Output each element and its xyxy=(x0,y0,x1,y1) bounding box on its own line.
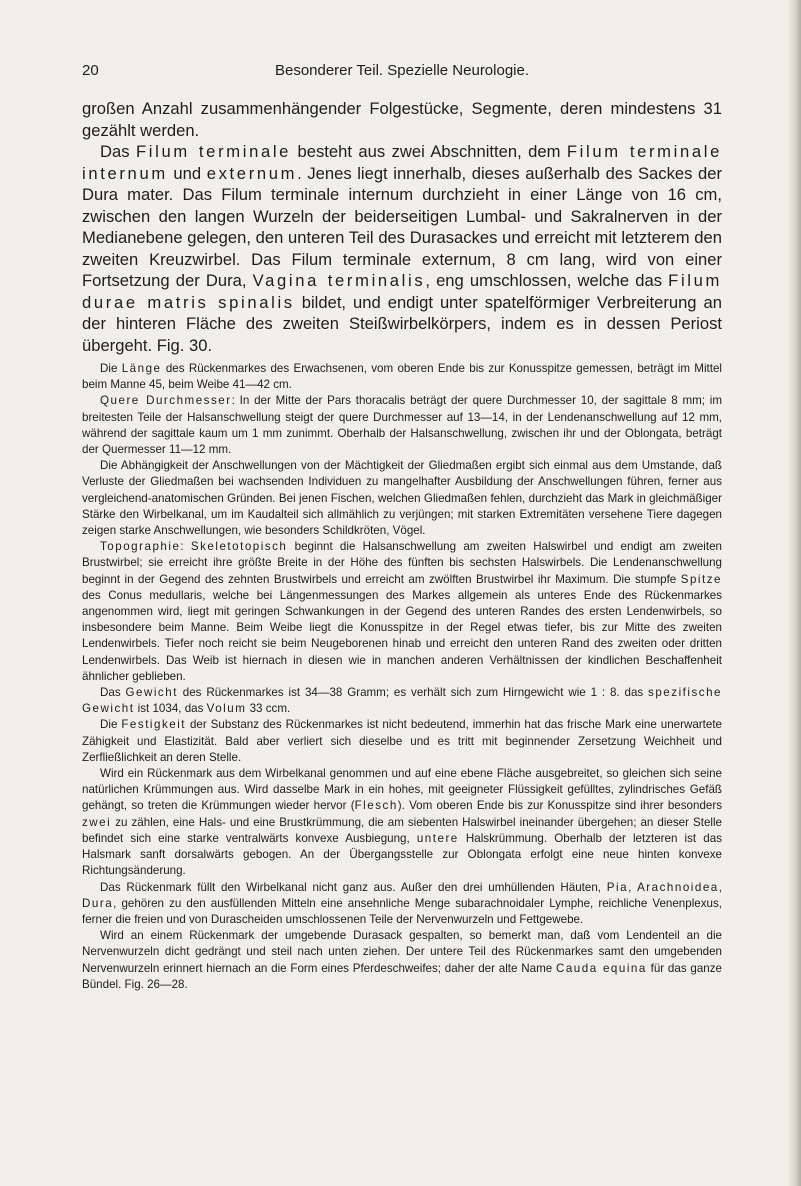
spaced-term: Filum terminale internum xyxy=(82,142,722,183)
spaced-term: Länge xyxy=(121,362,162,375)
text: und xyxy=(167,163,207,183)
text: Das Rückenmark füllt den Wirbelkanal nicht ganz aus. Außer den drei umhüllenden Häuten, xyxy=(100,880,607,894)
spaced-term: Filum terminale xyxy=(135,142,292,161)
text: : xyxy=(180,540,191,554)
paragraph xyxy=(82,539,722,685)
text: , xyxy=(628,880,638,894)
text: bildet, und endigt unter spatelförmiger Verbreiterung an der hinteren Fläche des zweiten Steißwirbelkörpers, indem es in dessen Periost übergeht. Fig. 30. xyxy=(82,292,723,355)
text: , gehören zu den ausfüllenden Mitteln eine ansehnliche Menge subarachnoidaler Lymphe, reichliche Venenplexus, ferner die freien und von Durascheiden umschlossenen Teile der Nervenwurzeln und Fettgewebe. xyxy=(82,896,722,926)
text: Die xyxy=(100,718,122,732)
spaced-term: Festigkeit xyxy=(121,718,187,732)
text: des Conus medullaris, welche bei Längenmessungen des Markes allgemein als unteres Ende des Rückenmarkes angenommen wird, liegt mit geringen Schwankungen in der Gegend des unteren Randes des ersten Lendenwirbels, so insbesondere beim Manne. Beim Weibe liegt die Konusspitze in der Regel etwas tiefer, bis zur Mitte des zweiten Lendenwirbels. Tiefer noch reicht sie beim Neugeborenen hinab und erreicht den unteren Rand des zweiten oder dritten Lendenwirbels. Das Weib ist hiernach in diesen wie in manchen anderen Verhältnissen der kindlichen Beschaffenheit ähnlicher geblieben. xyxy=(82,588,722,683)
text: zu zählen, eine Hals- und eine Brustkrümmung, die am siebenten Halswirbel ineinander übergehen; an dieser Stelle befindet sich eine starke ventralwärts konvexe Ausbiegung, xyxy=(82,815,722,845)
spaced-term: Quere Durchmesser xyxy=(100,394,232,408)
text: des Rückenmarkes des Erwachsenen, vom oberen Ende bis zur Konusspitze gemessen, beträgt im Mittel beim Manne 45, beim Weibe 41—42 cm. xyxy=(82,362,722,392)
text: des Rückenmarkes ist 34—38 Gramm; es verhält sich zum Hirngewicht wie 1 : 8. das xyxy=(177,686,649,700)
paragraph xyxy=(82,361,722,393)
paragraph xyxy=(82,928,722,993)
page-header xyxy=(82,62,722,84)
spaced-term: Filum durae matris spinalis xyxy=(82,271,722,312)
text: ). Vom oberen Ende bis zur Konusspitze sind ihrer besonders xyxy=(397,799,722,813)
text: Das xyxy=(100,142,136,161)
spaced-term: untere xyxy=(416,831,459,845)
page-number: 20 xyxy=(82,62,99,79)
paragraph xyxy=(82,98,722,141)
paragraph xyxy=(82,766,722,879)
spaced-term: Arachnoidea xyxy=(637,880,719,894)
text: großen Anzahl zusammenhängender Folgestücke, Segmente, deren mindestens 31 gezählt werden. xyxy=(82,99,722,140)
spaced-term: Pia xyxy=(606,880,629,894)
spaced-term: Topographie xyxy=(100,540,181,554)
text: Wird ein Rückenmark aus dem Wirbelkanal genommen und auf eine ebene Fläche ausgebreitet, so gleichen sich seine natürlichen Krümmungen aus. Wird dasselbe Mark in ein hohes, mit geeigneter Flüssigkeit gefülltes, zylindrisches Gefäß gehängt, so treten die Krümmungen wieder hervor ( xyxy=(82,767,722,813)
text: der Substanz des Rückenmarkes ist nicht bedeutend, immerhin hat das frische Mark eine unerwartete Zähigkeit und Elastizität. Bald aber verliert sich dieselbe und es tritt mit beginnender Zersetzung Weichheit und Zerfließlichkeit an deren Stelle. xyxy=(82,718,722,764)
small-print-section xyxy=(82,361,722,993)
text: , xyxy=(718,880,722,894)
text: Halskrümmung. Oberhalb der letzteren ist das Halsmark sanft dorsalwärts gebogen. An der Übergangsstelle zur Oblongata erfolgt eine neue hinten konvexe Richtungsänderung. xyxy=(82,831,722,878)
spaced-term: Spitze xyxy=(680,572,722,586)
text: : In der Mitte der Pars thoracalis beträgt der quere Durchmesser 10, der sagittale 8 mm; im breitesten Teile der Halsanschwellung steigt der quere Durchmesser auf 13—14, in der Lendenanschwellung auf 12 mm, während der sagittale kaum um 1 mm zunimmt. Oberhalb der Halsanschwellung, zwischen ihr und der Oblongata, beträgt der Quermesser 11—12 mm. xyxy=(82,394,723,457)
large-print-section xyxy=(82,98,722,356)
text: Die Abhängigkeit der Anschwellungen von der Mächtigkeit der Gliedmaßen ergibt sich einmal aus dem Umstande, daß Verluste der Gliedmaßen bei wachsenden Individuen zu mangelhafter Ausbildung der Anschwellungen führen, ferner aus vergleichend-anatomischen Gründen. Bei jenen Fischen, welchen Gliedmaßen fehlen, durchzieht das Mark in gleichmäßiger Stärke den Wirbelkanal, um im Kaudalteil sich allmählich zu verjüngen; mit starken Extremitäten versehene Tiere dagegen zeigen starke Anschwellungen, wie besonders Schildkröten, Vögel. xyxy=(82,459,722,538)
paragraph xyxy=(82,458,722,539)
text: Das xyxy=(100,686,126,700)
paragraph xyxy=(82,717,722,766)
spaced-term: Gewicht xyxy=(125,686,178,700)
running-title: Besonderer Teil. Spezielle Neurologie. xyxy=(274,62,530,79)
text: für das ganze Bündel. Fig. 26—28. xyxy=(82,961,722,991)
paragraph xyxy=(82,141,722,356)
spaced-term: Skeletotopisch xyxy=(190,540,288,554)
text: beginnt die Halsanschwellung am zweiten Halswirbel und endigt am zweiten Brustwirbel; sie erreicht ihre größte Breite in der Höhe des fünften bis sechsten Halswirbels. Die Lendenanschwellung beginnt in der Gegend des zehnten Brustwirbels und erreicht am zwölften Brustwirbel ihr Maximum. Die stumpfe xyxy=(82,540,722,586)
paragraph xyxy=(82,880,722,929)
spaced-term: zwei xyxy=(82,815,112,829)
text: 33 ccm. xyxy=(246,702,291,716)
spaced-term: Cauda equina xyxy=(555,961,647,975)
page-body xyxy=(82,98,722,993)
text: ist 1034, das xyxy=(134,702,207,716)
spaced-term: spezifische Gewicht xyxy=(82,686,722,716)
spaced-term: Dura xyxy=(82,896,114,910)
text: , eng umschlossen, welche das xyxy=(425,271,669,290)
spaced-term: externum xyxy=(206,163,298,183)
text: Wird an einem Rückenmark der umgebende Durasack gespalten, so bemerkt man, daß vom Lendenteil an die Nervenwurzeln dicht gedrängt und steil nach unten ziehen. Der untere Teil des Rückenmarkes samt den umgebenden Nervenwurzeln erinnert hiernach an die Form eines Pferdeschweifes; daher der alte Name xyxy=(82,929,722,975)
paragraph xyxy=(82,685,722,717)
spaced-term: Vagina terminalis xyxy=(252,271,426,290)
text: . Jenes liegt innerhalb, dieses außerhalb des Sackes der Dura mater. Das Filum terminale internum durchzieht in einer Länge von 16 cm, zwischen den langen Wurzeln der beiderseitigen Lumbal- und Sakralnerven in der Medianebene gelegen, den unteren Teil des Durasackes und erreicht mit letzterem den zweiten Kreuzwirbel. Das Filum terminale externum, 8 cm lang, wird von einer Fortsetzung der Dura, xyxy=(82,163,722,290)
spaced-term: Volum xyxy=(206,702,247,716)
text: Die xyxy=(100,362,122,375)
page-edge-shadow xyxy=(787,0,801,1186)
paragraph xyxy=(82,393,722,458)
spaced-term: Flesch xyxy=(354,799,398,813)
text: besteht aus zwei Abschnitten, dem xyxy=(291,142,567,161)
